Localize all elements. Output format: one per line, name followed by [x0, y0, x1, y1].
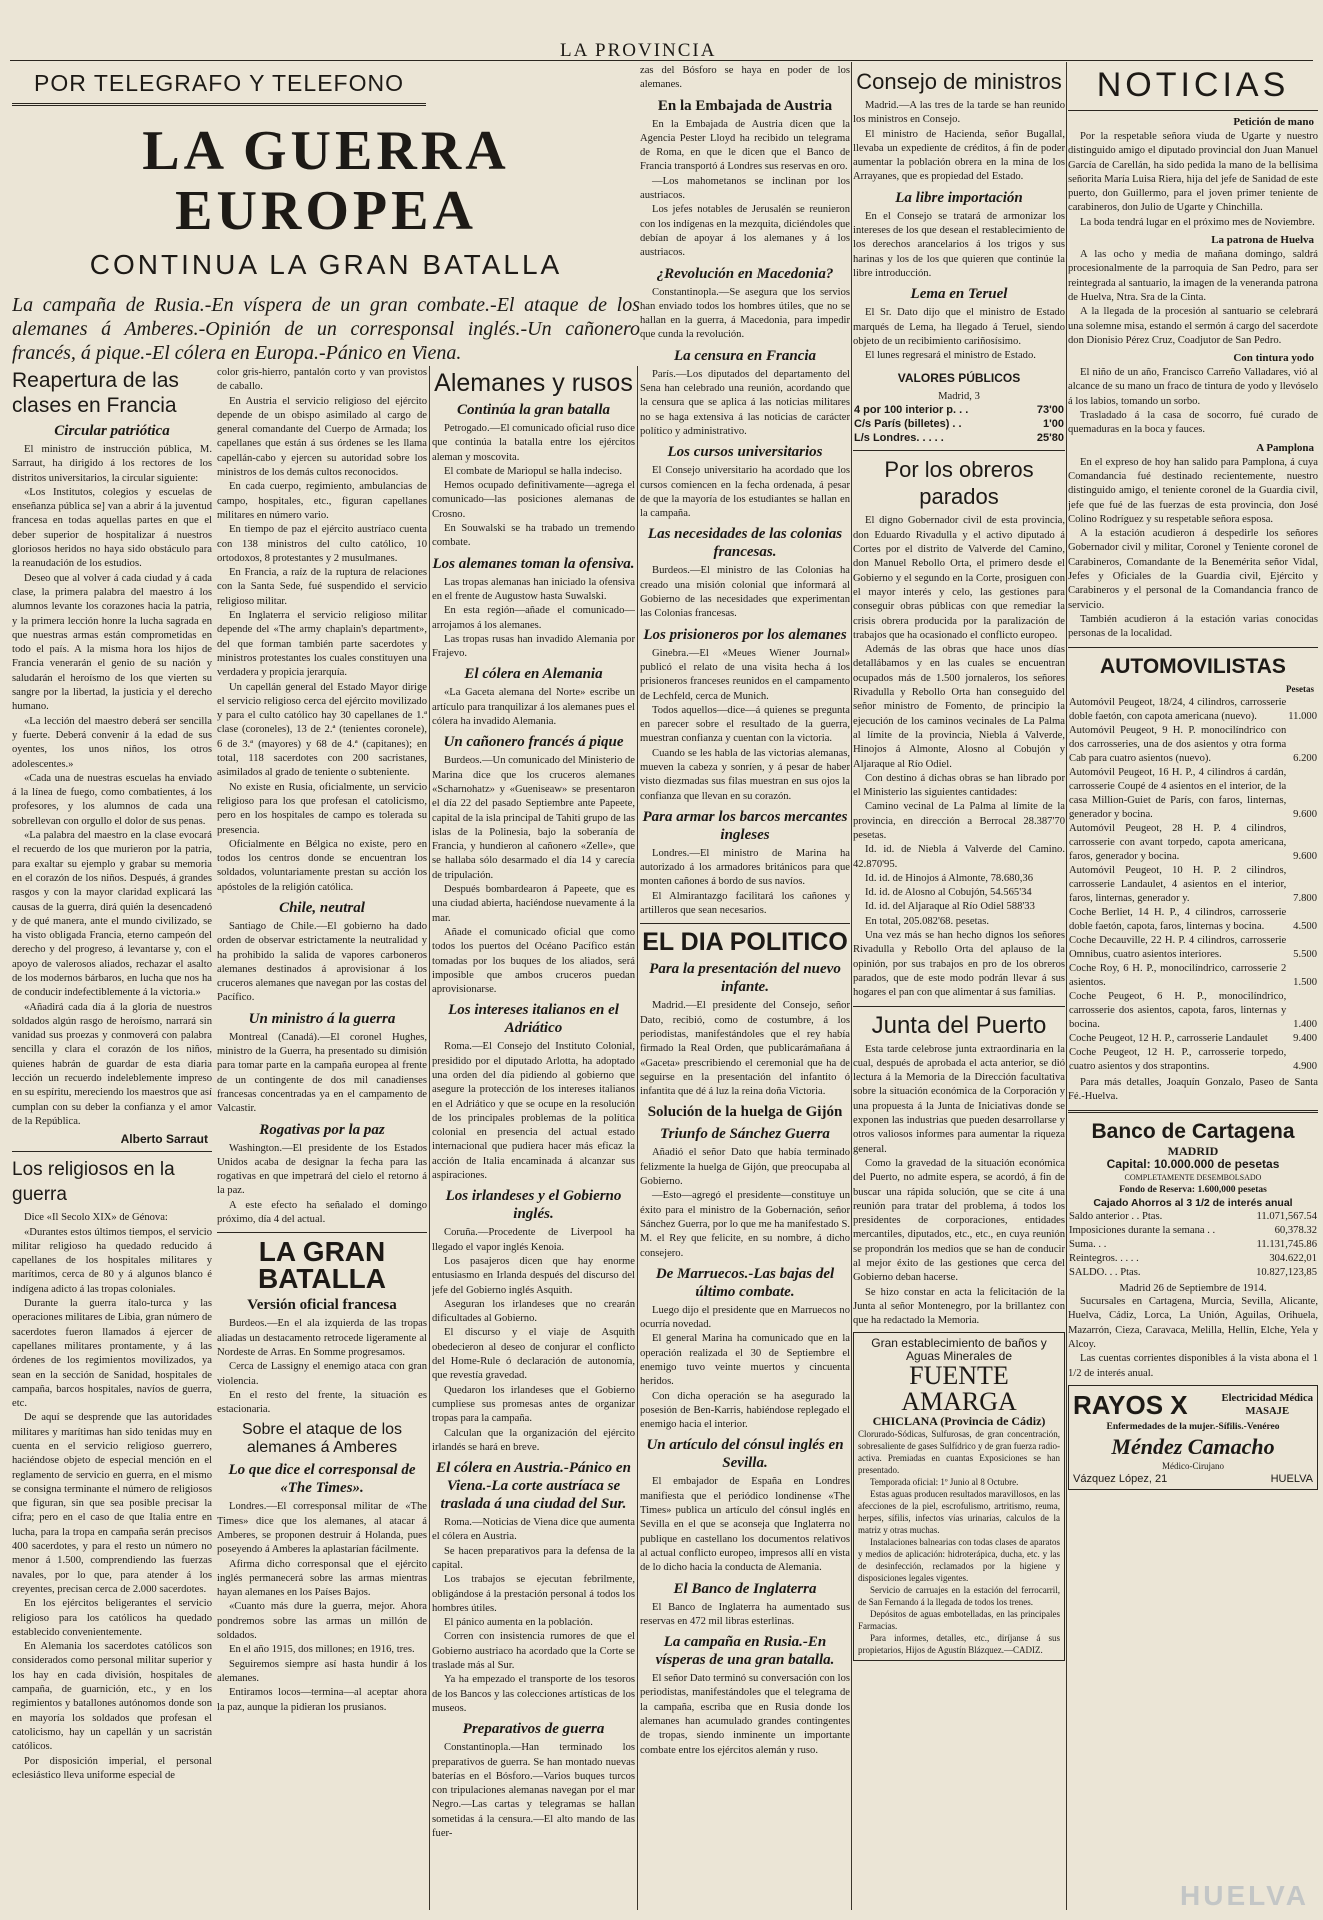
ad-rayos [1068, 1385, 1318, 1490]
subhead-times: Lo que dice el corresponsal de «The Times». [228, 1462, 416, 1497]
article-paragraph: Petrogado.—El comunicado oficial ruso dice que continúa la batalla entre los ejércitos aleman y moscovita. [432, 423, 635, 463]
article-paragraph: «La lección del maestro deberá ser sencilla y fuerte. Deberá convenir á la edad de sus oyentes, los unos niños, los otros adolescentes.» [12, 715, 212, 770]
article-paragraph: Un capellán general del Estado Mayor dirige el servicio religioso cerca del ejército movilizado y para el culto católico hay 30 capellanes de 1.ª clase (coroneles), 13 de 2.ª (tenientes coronele), 6 de 3.ª (mayores) y 68 de 4.ª (capitanes); en total, 118 sacerdotes con 200 sacristanes, asimilados al grado de teniente o subteniente. [217, 681, 427, 779]
running-head: LA PROVINCIA [560, 40, 717, 61]
table-cell: Reintegros. . . . . [1069, 1253, 1139, 1265]
table-cell: 11.000 [1288, 710, 1317, 722]
subhead: Las necesidades de las colonias francesas. [647, 526, 843, 561]
rayos-line: Electricidad Médica [1221, 1393, 1313, 1405]
article-paragraph: Aseguran los irlandeses que no crearán dificultades al Gobierno. [432, 1298, 635, 1325]
table-cell: 7.800 [1293, 892, 1317, 904]
bank-text: Las cuentas corrientes disponibles á la vista abona el 1 1/2 de interés anual. [1068, 1353, 1318, 1379]
rayos-address: Vázquez López, 21 [1073, 1472, 1168, 1485]
article-paragraph: El pánico aumenta en la población. [444, 1617, 593, 1629]
rayos-city: HUELVA [1270, 1472, 1313, 1485]
article-paragraph: color gris-hierro, pantalón corto y van provistos de caballo. [217, 367, 427, 393]
article-paragraph: En Francia, a raíz de la ruptura de relaciones con la Santa Sede, fué suspendido el servicio religioso militar. [217, 567, 427, 607]
article-paragraph: Esta tarde celebrose junta extraordinaria en la cual, después de aprobada el acta anterior, se dió lectura á la Memoria de la Dirección facultativa sobre la situación económica de la Corporación y una propuesta á la Junta de Iniciativas donde se exponen las industrias que pueden desarrollarse y otros valiosos informes para aumentar la riqueza general. [853, 1043, 1065, 1155]
article-paragraph: zas del Bósforo se haya en poder de los alemanes. [640, 65, 850, 91]
subhead-chile: Chile, neutral [279, 899, 365, 916]
article-paragraph: En Austria el servicio religioso del ejército depende de un obispo asimilado al cargo de general comandante del Cuerpo de Armada; los capellanes que están á sus órdenes se les llama capellán-cabo y ejercen su autoridad sobre los ministros de los demás cultos reconocidos. [217, 395, 427, 479]
valores-date: Madrid, 3 [938, 391, 980, 403]
subhead: En la Embajada de Austria [657, 97, 833, 114]
subhead: A Pamplona [1256, 441, 1314, 454]
auto-table [1068, 696, 1318, 1074]
table-cell: 6.200 [1293, 752, 1317, 764]
subhead: Los intereses italianos en el Adriático [448, 1002, 619, 1037]
rayos-sub: Médico-Cirujano [1162, 1460, 1224, 1471]
subhead: Un cañonero francés á pique [443, 734, 624, 751]
table-cell: Coche Decauville, 22 H. P. 4 cilindros, carrosserie Omnibus, cuatro asientos interiores. [1069, 934, 1287, 960]
subhead: Solución de la huelga de Gijón [647, 1104, 843, 1121]
ad-city: CHICLANA (Provincia de Cádiz) [872, 1414, 1046, 1429]
table-row [1068, 822, 1318, 864]
subhead: Los irlandeses y el Gobierno inglés. [445, 1188, 622, 1223]
table-cell: SALDO. . . Ptas. [1069, 1267, 1141, 1279]
article-paragraph: El Sr. Dato dijo que el ministro de Estado marqués de Lema, ha llegado á Teruel, siendo objeto de un recibimiento cariñosísimo. [853, 307, 1065, 347]
table-cell: Coche Peugeot, 6 H. P., monocilíndrico, carrosserie dos asientos, capota, faros, linternas y bocina. [1069, 990, 1287, 1030]
column-1b [217, 366, 427, 1916]
article-paragraph: El embajador de España en Londres manifiesta que el periódico londinense «The Times» publica un artículo del cónsul inglés en Sevilla en el que se aconseja que Inglaterra no publique en castellano los documentos relativos al actual conflicto europeo, impresos allí en vista de lo dicho hacia la conducta de Alemania. [640, 1476, 850, 1574]
table-row [1068, 962, 1318, 990]
divider [1068, 1110, 1318, 1113]
article-paragraph: Se hizo constar en acta la felicitación de la Junta al señor Montenegro, por la brillantez con que ha redactado la Memoria. [853, 1286, 1065, 1327]
subhead: La censura en Francia [673, 347, 817, 364]
subhead-amberes: Sobre el ataque de los alemanes á Amberes [241, 1421, 403, 1457]
article-paragraph: Trasladado á la casa de socorro, fué curado de quemaduras en la boca y fauces. [1068, 410, 1318, 436]
table-row [1068, 724, 1318, 766]
banner-subtitle: CONTINUA LA GRAN BATALLA [89, 249, 563, 280]
subhead: La patrona de Huelva [1211, 234, 1314, 247]
subhead: El Banco de Inglaterra [673, 1580, 817, 1597]
article-paragraph: El combate de Mariopul se halla indeciso. [444, 465, 622, 477]
article-paragraph: Los trabajos se ejecutan febrilmente, obligándose á la prestación personal á todos los hombres útiles. [432, 1574, 635, 1614]
subhead-rogativas: Rogativas por la paz [259, 1121, 385, 1138]
table-cell: Automóvil Peugeot, 16 H. P., 4 cilindros á cardán, carrosserie Coupé de 4 asientos en el interior, de la casa Million-Guiet de París, con faros, linternas, generador y bocina. [1069, 766, 1287, 820]
subhead: Petición de mano [1233, 116, 1314, 128]
article-paragraph: El Almirantazgo facilitará los cañones y artilleros que sean necesarios. [640, 890, 850, 917]
table-cell: 11.131,745.86 [1256, 1239, 1317, 1251]
bank-text: Sucursales en Cartagena, Murcia, Sevilla, Alicante, Huelva, Cádiz, Lorca, La Unión, Aguilas, Orihuela, Mazarrón, Cieza, Caravaca, Melilla, Hellín, Elche, Yela y Alcoy. [1068, 1296, 1318, 1350]
article-paragraph: «La Gaceta alemana del Norte» escribe un artículo para tranquilizar á los alemanes pues el cólera ha invadido Alemania. [432, 687, 635, 728]
article-paragraph: Seguiremos siempre así hasta hundir á los alemanes. [217, 1658, 427, 1684]
column-4 [853, 64, 1065, 1914]
article-paragraph: Afirma dicho corresponsal que el ejército inglés permanecerá sobre las armas mientras hayan alemanes en los Países Bajos. [217, 1558, 427, 1599]
column-rule [637, 366, 638, 1910]
article-paragraph: Añadió el señor Dato que había terminado felizmente la huelga de Gijón, que preocupaba al Gobierno. [640, 1147, 850, 1188]
ad-text: Temporada oficial: 1º Junio al 8 Octubre. [870, 1477, 1019, 1488]
subhead: Los alemanes toman la ofensiva. [432, 555, 635, 572]
table-cell: C/s París (billetes) . . [854, 418, 962, 431]
article-paragraph: A las ocho y media de mañana domingo, saldrá procesionalmente de la parroquia de San Pedro, para ser reintegrada al santuario, la imagen de la veneranda patrona de Huelva, Ntra. Sra de la Cinta. [1068, 249, 1318, 303]
article-paragraph: Roma.—Noticias de Viena dice que aumenta el cólera en Austria. [432, 1517, 635, 1543]
article-paragraph: El señor Dato terminó su conversación con los periodistas, manifestándoles que el telegrama de la campaña, escriba que en Rusia donde los alemanes han acumulado grandes contingentes de tropas, siendo inminente un importante combate entre los ejércitos alemán y ruso. [640, 1673, 850, 1756]
ad-title: FUENTE AMARGA [901, 1361, 1017, 1417]
divider [217, 1232, 427, 1233]
article-paragraph: Washington.—El presidente de los Estados Unidos acaba de designar la fecha para las rogativas en que impetrará del cielo el retorno á la paz. [217, 1142, 427, 1197]
banner-rule [12, 103, 426, 106]
ad-text: Depósitos de aguas embotelladas, en las principales Farmacias. [858, 1609, 1060, 1632]
article-paragraph: Coruña.—Procedente de Liverpool ha llegado el vapor inglés Kenoia. [432, 1227, 635, 1253]
headline-junta: Junta del Puerto [871, 1011, 1047, 1039]
article-paragraph: Calculan que la organización del ejército irlandés se hará en breve. [432, 1427, 635, 1453]
rayos-top [1073, 1390, 1313, 1421]
table-cell: 9.600 [1293, 850, 1317, 862]
article-paragraph: Los jefes notables de Jerusalén se reunieron con los indígenas en la mezquita, diciéndoles que debían de apoyar á los alemanes y á los austriacos. [640, 204, 850, 259]
article-paragraph: El discurso y el viaje de Asquith obedecieron al deseo de conjurar el conflicto del Home-Rule ó declaración de autonomía, que revestía gravedad. [432, 1327, 635, 1382]
article-paragraph: Cerca de Lassigny el enemigo ataca con gran violencia. [217, 1361, 427, 1387]
table-row [1068, 1224, 1318, 1238]
table-cell: 4 por 100 interior p. . . [854, 404, 969, 417]
headline-consejo: Consejo de ministros [856, 69, 1062, 94]
divider [1068, 110, 1318, 111]
headline-reapertura: Reapertura de las clases en Francia [12, 369, 179, 417]
article-paragraph: El ministro de Hacienda, señor Bugallal, llevaba un expediente de créditos, á fin de poder aumentar la población obrera en la mina de los Arrayanes, que es propiedad del Estado. [853, 128, 1065, 183]
table-cell: 304.622,01 [1269, 1253, 1317, 1265]
article-paragraph: Cuando se les habla de las victorias alemanas, mueven la cabeza y sonríen, y á pesar de haber visto diezmadas sus filas muestran en sus ojos la confianza que llevan en su corazón. [640, 747, 850, 802]
article-paragraph: En el Consejo se tratará de armonizar los intereses de los que desean el restablecimiento de los derechos arancelarios á los trigos y sus harinas y los de los que quieren que continúe la libre introducción. [853, 210, 1065, 279]
article-paragraph: Luego dijo el presidente que en Marruecos no ocurría novedad. [640, 1304, 850, 1331]
table-row [1068, 934, 1318, 962]
divider [853, 450, 1065, 451]
article-paragraph: A este efecto ha señalado el domingo próximo, día 4 del actual. [217, 1199, 427, 1226]
article-paragraph: En tiempo de paz el ejército austríaco cuenta con 138 ministros del culto católico, 10 ortodoxos, 8 protestantes y 2 musulmanes. [217, 524, 427, 564]
divider [12, 1151, 212, 1152]
article-paragraph: Las tropas alemanas han iniciado la ofensiva en el frente de Augustow hasta Suwalski. [432, 576, 635, 602]
column-1 [12, 366, 212, 1916]
article-paragraph: París.—Los diputados del departamento del Sena han celebrado una reunión, acordando que la censura que se aplica á las noticias militares no se haga extensiva á las noticias de carácter político y administrativo. [640, 368, 850, 437]
table-cell: Automóvil Peugeot, 10 H. P. 2 cilindros, carrosserie Landaulet, 4 asientos en el interior, faros, linternas, generador y. [1069, 864, 1287, 904]
article-paragraph: Roma.—El Consejo del Instituto Colonial, presidido por el diputado Arlotta, ha adoptado una orden del día pidiendo al gobierno que asegure la protección de los intereses italianos en el Adriático y que se ocupe en la resolución de los principales problemas de la política colonial en presencia del actual estado internacional que pudiera hacer más eficaz la acción de Italia encaminada á alcanzar sus aspiraciones. [432, 1041, 635, 1182]
article-paragraph: Además de las obras que hace unos días detallábamos y en las cuales se encuentran ocupados más de 1.500 jornaleros, los señores Rivadulla y Rebollo Orta han conseguido del señor ministro de Fomento, de principio la ejecución de los caminos vecinales de La Palma al límite de la provincia, Niebla á Valverde, Hinojos á Almonte, Alosno al Cobujón y Aljaraque al Río Odiel. [853, 644, 1065, 770]
table-cell: Automóvil Peugeot, 28 H. P. 4 cilindros, carrosserie con avant torpedo, capota americana, faros, generador y bocina. [1069, 822, 1287, 862]
article-paragraph: Montreal (Canadá).—El coronel Hughes, ministro de la Guerra, ha presentado su dimisión para tomar parte en la campaña europea al frente de un contingente de dos mil canadienses francesas concentradas ya en el campamento de Valcastir. [217, 1031, 427, 1115]
article-paragraph: Hemos ocupado definitivamente—agrega el comunicado—las posiciones alemanas de Crosno. [432, 480, 635, 520]
subhead: Los prisioneros por los alemanes [643, 626, 847, 643]
table-cell: Coche Peugeot, 12 H. P., carrosserie Landaulet [1069, 1032, 1268, 1044]
ad-text: Servicio de carruajes en la estación del ferrocarril, de San Fernando á la llegada de todos los trenes. [858, 1585, 1060, 1608]
headline-alemanes-rusos: Alemanes y rusos [434, 369, 633, 397]
article-paragraph: Quedaron los irlandeses que el Gobierno cumpliese sus promesas antes de organizar tropas para la campaña. [432, 1384, 635, 1425]
subhead: De Marruecos.-Las bajas del último combate. [655, 1265, 835, 1300]
article-paragraph: No existe en Rusia, oficialmente, un servicio religioso para los que profesan el catolicismo, pero en los hospitales de campo es tolerada su presencia. [217, 781, 427, 836]
table-cell: 1.400 [1293, 1018, 1317, 1030]
table-row [853, 403, 1065, 417]
ad-text: Clorurado-Sódicas, Sulfurosas, de gran concentración, sobresaliente de gases Sulfídrico y de gran fuerza radio-activa. Premiadas en cuantas Exposiciones se han presentado. [858, 1429, 1060, 1476]
column-rule [1066, 62, 1067, 1910]
table-cell: 60,378.32 [1274, 1225, 1317, 1237]
table-row [1068, 1266, 1318, 1280]
bank-city: MADRID [1167, 1144, 1219, 1159]
table-cell: 11.071,567.54 [1256, 1211, 1317, 1223]
headline-automovilistas: AUTOMOVILISTAS [1100, 654, 1286, 678]
table-cell: Suma. . . [1069, 1239, 1107, 1251]
table-cell: 4.500 [1293, 920, 1317, 932]
subhead: Con tintura yodo [1233, 352, 1314, 365]
headline-gran-batalla: LA GRAN BATALLA [257, 1236, 387, 1295]
article-paragraph: Con dicha operación se ha asegurado la posesión de Ben-Karris, habiéndose replegado el enemigo hacia el interior. [640, 1390, 850, 1431]
subhead: El cólera en Alemania [464, 666, 603, 683]
header-rule [10, 60, 1313, 61]
rayos-line: MASAJE [1245, 1406, 1290, 1418]
column-5 [1068, 64, 1318, 1914]
article-paragraph: En Souwalski se ha trabado un tremendo combate. [432, 523, 635, 549]
subhead: Lema en Teruel [910, 286, 1008, 303]
divider [853, 1006, 1065, 1007]
article-paragraph: Camino vecinal de La Palma al límite de la provincia, en dirección a Berrocal 28.387'70 pesetas. [853, 801, 1065, 841]
article-paragraph: A la estación acudieron á despedirle los señores Gobernador civil y militar, Coronel y Teniente coronel de Carabineros, Comandante de la Benemérita señor Vidal, Jefes y Oficiales de la Guardia civil, Ejército y Carabineros y el personal de la Comandancia franco de servicio. [1068, 528, 1318, 611]
article-paragraph: En el año 1915, dos millones; en 1916, tres. [229, 1644, 415, 1656]
article-paragraph: Por disposición imperial, el personal eclesiástico lleva uniforme especial de [12, 1755, 212, 1781]
article-paragraph: Santiago de Chile.—El gobierno ha dado orden de observar estrictamente la neutralidad y ha prohibido la salida de vapores carboneros alemanes destinados á aprovisionar á los cruceros alemanes que navegan por las costas del Pacífico. [217, 920, 427, 1004]
subhead: Continúa la gran batalla [457, 402, 610, 418]
bank-title: Banco de Cartagena [1091, 1120, 1295, 1144]
article-paragraph: Londres.—El ministro de Marina ha autorizado á los armadores británicos para que monten cañones á bordo de sus navíos. [640, 847, 850, 888]
auto-foot: Para más detalles, Joaquín Gonzalo, Paseo de Santa Fé.-Huelva. [1068, 1076, 1318, 1102]
noticias-title: NOTICIAS [1096, 66, 1290, 104]
subhead: Los cursos universitarios [667, 444, 823, 461]
article-paragraph: El niño de un año, Francisco Carreño Valladares, vió al alcance de su mano un fraco de tintura de yodo y llevóselo á los labios, tomando un sorbo. [1068, 367, 1318, 407]
article-paragraph: Como la gravedad de la situación económica del Puerto, no admite espera, se acordó, á fin de buscar una rápida solución, que se cite á una reunión para tratar del problema, á todos los presidentes de corporaciones, entidades mercantiles, diputados, etc., etc., en cuya reunión se propondrán los medios que se han de conducir al mejor éxito de las gestiones que cerca del Gobierno deban hacerse. [853, 1157, 1065, 1284]
bank-caja: Cajado Ahorros al 3 1/2 de interés anual [1093, 1197, 1293, 1210]
rayos-bottom [1073, 1473, 1313, 1485]
column-rule [429, 366, 430, 1910]
article-paragraph: «Cuanto más dure la guerra, mejor. Ahora pondremos sobre las armas un millón de soldados. [217, 1601, 427, 1642]
table-cell: 25'80 [1036, 432, 1064, 445]
article-paragraph: El Consejo universitario ha acordado que los cursos comiencen en la fecha ordenada, á pesar de que la mayoría de los estudiantes se hallan en la campaña. [640, 465, 850, 520]
table-row [1068, 1046, 1318, 1074]
article-paragraph: En la Embajada de Austria dicen que la Agencia Pester Lloyd ha recibido un telegrama de Roma, en que le dicen que el Banco de Francia transportó á Londres sus reservas en oro. [640, 118, 850, 173]
subhead-version: Versión oficial francesa [247, 1297, 397, 1314]
article-paragraph: Añade el comunicado oficial que como todos los puertos del Océano Pacífico están tomadas por los buques de los aliados, será imposible que ambos cruceros puedan aprovisionarse. [432, 926, 635, 996]
table-cell: Coche Berliet, 14 H. P., 4 cilindros, carrosserie doble faetón, capota, faros, linternas y bocina. [1069, 906, 1287, 932]
subhead: Para la presentación del nuevo infante. [649, 961, 841, 996]
rayos-line: Enfermedades de la mujer.-Sífilis.-Venéreo [1106, 1421, 1280, 1432]
column-3 [640, 64, 850, 1914]
table-cell: L/s Londres. . . . . [854, 432, 944, 445]
article-paragraph: El lunes regresará el ministro de Estado. [865, 350, 1036, 362]
ad-text: Instalaciones balnearias con todas clases de aparatos y medios de aplicación: hidroterápica, ducha, etc. y las de desinfección, reclamados por la higiene y disposiciones legales vigentes. [858, 1537, 1060, 1584]
article-paragraph: «Durantes estos últimos tiempos, el servicio militar religioso ha quedado reducido á capellanes de los hospitales militares y marítimos, cerca de 80 y á algunos blanco é indígena adicto á las tropas coloniales. [12, 1226, 212, 1295]
bank-capital: Capital: 10.000.000 de pesetas [1106, 1157, 1280, 1172]
article-paragraph: Después bombardearon á Papeete, que es una ciudad abierta, haciéndose nuevamente á la mar. [432, 884, 635, 924]
table-cell: 5.500 [1293, 948, 1317, 960]
divider [640, 923, 850, 924]
article-paragraph: En total, 205.082'68. pesetas. [865, 915, 990, 927]
table-row [853, 417, 1065, 431]
article-paragraph: El general Marina ha comunicado que en la operación realizada el 30 de Septiembre el enemigo tuvo veinte muertos y cincuenta heridos. [640, 1333, 850, 1388]
article-paragraph: Id. id. de Hinojos á Almonte, 78.680,36 [865, 872, 1034, 884]
table-row [1068, 1032, 1318, 1046]
table-row [1068, 864, 1318, 906]
article-paragraph: De aquí se desprende que las autoridades militares y marítimas han sido tenidas muy en cuenta en el servicio religioso guerrero, haciéndose objeto de especial mención en el reglamento de servicio en guerra, en el mismo se consigna terminante el número de religiosos que figuran, sin que sea posible precisar la cifra; pero en el caso de que Italia entre en lucha, para la tropa en campaña serán precisos 400 sacerdotes, y para el resto un número no menor á 1.500, comprendiendo las fuerzas navales, por lo que, para atender á los creyentes, precisan cerca de 2.000 sacerdotes. [12, 1412, 212, 1595]
table-cell: Coche Roy, 6 H. P., monocilíndrico, carrosserie 2 asientos. [1069, 962, 1287, 988]
valores-title: VALORES PÚBLICOS [897, 371, 1021, 386]
table-row [1068, 766, 1318, 822]
subhead-ministro: Un ministro á la guerra [248, 1010, 396, 1027]
subhead: Un artículo del cónsul inglés en Sevilla. [646, 1437, 844, 1472]
headline-religiosos: Los religiosos en la guerra [12, 1159, 175, 1206]
article-paragraph: También acudieron á la estación varias conocidas personas de la localidad. [1068, 613, 1318, 640]
banner-title: LA GUERRA EUROPEA [142, 120, 510, 242]
table-cell: 1'00 [1043, 418, 1064, 431]
valores-table [853, 403, 1065, 445]
column-rule [851, 62, 852, 1910]
table-row [1068, 1252, 1318, 1266]
subhead: ¿Revolución en Macedonia? [656, 265, 834, 282]
rayos-side [1222, 1392, 1314, 1418]
bank-reserva: Fondo de Reserva: 1.600,000 pesetas [1119, 1185, 1267, 1196]
article-paragraph: Id. id. de Alosno al Cobujón, 54.565'34 [865, 887, 1032, 899]
table-cell: Coche Peugeot, 12 H. P., carrosserie torpedo, cuatro asientos y dos strapontins. [1069, 1046, 1287, 1072]
article-paragraph: En los ejércitos beligerantes el servicio religioso para los católicos ha quedado establecido convenientemente. [12, 1598, 212, 1638]
article-paragraph: Durante la guerra ítalo-turca y las operaciones militares de Libia, gran número de sacerdotes fueron llamados á ejercer de capellanes militares prontamente, y á las órdenes de los regimientos movilizados, ya sean en la sección de Sanidad, hospitales de campaña, barcos hospitales, navíos de guerra, etc. [12, 1298, 212, 1410]
signature: Alberto Sarraut [120, 1132, 208, 1147]
subhead: La libre importación [895, 189, 1023, 206]
article-paragraph: En Inglaterra el servicio religioso militar depende del «The army chaplain's department», del que forman también parte sacerdotes y ministros protestantes los cuales constituyen una verdadera y propicia jerarquía. [217, 610, 427, 679]
article-paragraph: En Alemania los sacerdotes católicos son considerados como personal militar superior y los hay en cada división, hospitales de campaña, de guarnición, etc., y en los regimientos y batallones autónomos donde son en mayoría los soldados que profesan el catolicismo, hay un capellán y un sacristán católicos. [12, 1641, 212, 1753]
banner-main [12, 115, 640, 365]
article-paragraph: Madrid.—A las tres de la tarde se han reunido los ministros en Consejo. [853, 100, 1065, 126]
divider [1068, 647, 1318, 648]
article-paragraph: El digno Gobernador civil de esta provincia, don Eduardo Rivadulla y el activo diputado á Cortes por el distrito de Valverde del Camino, don Manuel Rebollo Orta, el primero desde el Gobierno y el segundo en la Corte, prosiguen con el mayor interés y celo, las gestiones para conseguir obras públicas con que remediar la crisis obrera producida por la paralización de trabajos que ha ocasionado el conflicto europeo. [853, 515, 1065, 641]
table-cell: Automóvil Peugeot, 9 H. P. monocilíndrico con dos carrosseries, una de dos asientos y otra forma Cab para cuatro asientos (nuevo). [1069, 724, 1287, 764]
ad-fuente-amarga [853, 1332, 1065, 1661]
table-cell: Automóvil Peugeot, 18/24, 4 cilindros, carrosserie doble faetón, con capota americana (nuevo). [1069, 696, 1287, 722]
table-row [1068, 1210, 1318, 1224]
table-row [1068, 906, 1318, 934]
article-paragraph: —Esto—agregó el presidente—constituye un éxito para el ministro de la Gobernación, señor Sánchez Guerra, por lo que me ha manifestado S. M. el Rey que felicite, en su nombre, á dicho consejero. [640, 1190, 850, 1259]
article-paragraph: En el resto del frente, la situación es estacionaria. [217, 1389, 427, 1416]
article-paragraph: «Los Institutos, colegios y escuelas de enseñanza pública se] van a abrir á la juventud francesa en todas aquellas partes en que el deber superior de hospitalizar á nuestros gloriosos heridos no haya sido obstáculo para la reanudación de los estudios. [12, 486, 212, 570]
subhead-circular: Circular patriótica [54, 423, 170, 439]
article-paragraph: En cada cuerpo, regimiento, ambulancias de campo, hospitales, etc., figuran capellanes militares en número vario. [217, 481, 427, 521]
subhead: Para armar los barcos mercantes ingleses [642, 808, 848, 843]
bank-table [1068, 1210, 1318, 1280]
table-cell: 1.500 [1293, 976, 1317, 988]
article-paragraph: Corren con insistencia rumores de que el Gobierno austriaco ha acordado que la Corte se traslade más al Sur. [432, 1631, 635, 1672]
subhead: Preparativos de guerra [462, 1721, 605, 1738]
subhead: El cólera en Austria.-Pánico en Viena.-La corte austríaca se traslada á una ciudad del Sur. [436, 1460, 631, 1513]
column-2 [432, 366, 635, 1916]
article-paragraph: Id. id. del Aljaraque al Río Odiel 588'33 [865, 901, 1035, 913]
article-paragraph: Londres.—El corresponsal militar de «The Times» dice que los alemanes, al atacar á Amberes, se proponen destruir á Holanda, pues poseyendo á Amberes la aplastarían fácilmente. [217, 1501, 427, 1556]
article-paragraph: «Cada una de nuestras escuelas ha enviado á la línea de fuego, como combatientes, á los profesores, y los alumnos de cada una sobrellevan con orgullo el dolor de sus penas. [12, 772, 212, 827]
rayos-title: RAYOS X [1073, 1389, 1188, 1420]
article-paragraph: Ya ha empezado el transporte de los tesoros de los Bancos y las colecciones artísticas de los museos. [432, 1674, 635, 1714]
watermark: HUELVA [1180, 1880, 1309, 1911]
article-paragraph: Por la respetable señora viuda de Ugarte y nuestro distinguido amigo el diputado provincial don Juan Manuel García de Carellán, ha sido pedida la mano de la bellísima señorita María Luisa Riera, hija del jefe de Sanidad de este puerto, don Guillermo, para el joven primer teniente de carabineros, don Julio de Ugarte y Chinchilla. [1068, 131, 1318, 214]
article-paragraph: El ministro de instrucción pública, M. Sarraut, ha dirigido á los rectores de los distritos universitarios, la circular siguiente: [12, 444, 212, 484]
article-paragraph: Entiramos locos—termina—al aceptar ahora la paz, aunque la pidieran los prusianos. [217, 1687, 427, 1713]
ad-text: Estas aguas producen resultados maravillosos, en las afecciones de la piel, escrofulismo, artritismo, reuma, herpes, sífilis, infectos vías urinarias, calculos de la matriz y otras muchas. [858, 1489, 1060, 1536]
article-paragraph: Se hacen preparativos para la defensa de la capital. [432, 1545, 635, 1571]
banner-top: POR TELEGRAFO Y TELEFONO [34, 70, 404, 96]
rayos-name: Méndez Camacho [1111, 1433, 1275, 1459]
article-paragraph: Burdeos.—En el ala izquierda de las tropas aliadas un destacamento retrocede ligeramente al Nordeste de Arras. En Somme progresamos. [217, 1318, 427, 1358]
article-paragraph: Constantinopla.—Se asegura que los servios han enviado todos los hombres útiles, que no se hallan en la guerra, á Macedonia, para impedir que cunda la revolución. [640, 286, 850, 341]
table-cell: 73'00 [1036, 404, 1064, 417]
article-paragraph: Madrid.—El presidente del Consejo, señor Dato, recibió, como de costumbre, á los periodistas, manifestándoles que el rey había firmado la Real Orden, que publicarámañana á «Gaceta» prescribiendo el ceremonial que ha de seguirse en la presentación del infantito ó infantita que dé á luz la reina doña Victoria. [640, 1000, 850, 1098]
article-paragraph: «Añadirá cada día á la gloria de nuestros soldados algún rasgo de heroísmo, narrará sin vanidad sus proezas y conmoverá con palabra sencilla y clara el corazón de los niños, quienes habrán de guardar de esta diaria lección un recuerdo indeleblemente impreso en su espíritu, mereciendo los maestros que así cumplan con su deber la confianza y el amor de la República. [12, 1001, 212, 1127]
headline-obreros: Por los obreros parados [884, 457, 1034, 510]
auto-head: Pesetas [1286, 683, 1314, 694]
table-cell: 4.900 [1293, 1060, 1317, 1072]
article-paragraph: En el expreso de hoy han salido para Pamplona, á cuya Comandancia fué destinado recientemente, nuestro distinguido amigo, el teniente coronel de la Guardia civil, jefe que fué de las fuerzas de esta provincia, don José Colino Rodríguez y su respetable señora esposa. [1068, 456, 1318, 525]
article-paragraph: Los pasajeros dicen que hay enorme entusiasmo en Irlanda después del discurso del jefe del Gobierno inglés Asquith. [432, 1255, 635, 1296]
article-paragraph: La boda tendrá lugar en el próximo mes de Noviembre. [1080, 216, 1315, 228]
bank-date: Madrid 26 de Septiembre de 1914. [1119, 1283, 1267, 1295]
bank-desembolsado: COMPLETAMENTE DESEMBOLSADO [1124, 1173, 1262, 1183]
ad-text: Para informes, detalles, etc., diríjanse á sus propietarios, Hijos de Agustín Blázquez.—CADIZ. [858, 1633, 1060, 1656]
article-paragraph: «La palabra del maestro en la clase evocará el recuerdo de los que murieron por la patria, para exaltar su ejemplo y grabar su memoria en el corazón de los niños. Después, á grandes rasgos y con la mayor claridad explicará las causas de la guerra, dirá quién la desencadenó y de qué manera, ante el mundo civilizado, se ha visto obligada Francia, eterno campeón del derecho y del progreso, á levantarse y, con el apoyo de valerosos aliados, rechazar el asalto de los modernos bárbaros, en lucha que nos ha de conducir indefectiblemente á la victoria.» [12, 830, 212, 999]
article-paragraph: Deseo que al volver á cada ciudad y á cada clase, la primera palabra del maestro á los alumnos levante los corazones hacia la patria, y la primera lección honre la lucha sagrada en que nuestras armas están comprometidas en todo el país. A la misma hora los hijos de Francia venerarán el genio de su nación y saludarán el heroísmo de los que vierten su sangre por la libertad, la justicia y el derecho humano. [12, 572, 212, 713]
article-paragraph: Una vez más se han hecho dignos los señores Rivadulla y Rebollo Orta del aplauso de la opinión, por sus trabajos en pro de los obreros parados, que de este modo podrán llevar á sus hogares el pan con que alimentar á sus familias. [853, 930, 1065, 999]
article-paragraph: Burdeos.—El ministro de las Colonias ha creado una misión colonial que informará al Gobierno de las necesidades que experimentan las Colonias francesas. [640, 565, 850, 620]
table-row [1068, 1238, 1318, 1252]
article-paragraph: Todos aquellos—dice—á quienes se pregunta en parecer sobre el resultado de la guerra, muestran confianza y cuentan con la victoria. [640, 704, 850, 745]
article-paragraph: En esta región—añade el comunicado—arrojamos á los alemanes. [432, 605, 635, 631]
article-paragraph: Dice «Il Secolo XIX» de Génova: [24, 1212, 168, 1224]
subhead: La campaña en Rusia.-En vísperas de una gran batalla. [655, 1634, 835, 1669]
headline-dia-politico: EL DIA POLITICO [642, 928, 848, 957]
article-paragraph: El Banco de Inglaterra ha aumentado sus reservas en 472 mil libras esterlinas. [640, 1601, 850, 1627]
article-paragraph: Constantinopla.—Han terminado los preparativos de guerra. Se han montado nuevas baterías en el Bósforo.—Varios buques turcos con tripulaciones alemanas navegan por el mar Negro.—Las cartas y telegramas se hallan sometidas á la censura.—El alto mando de las fuer- [432, 1742, 635, 1840]
subhead: Triunfo de Sánchez Guerra [660, 1126, 830, 1143]
banner-summary: La campaña de Rusia.-En víspera de un gran combate.-El ataque de los alemanes á Amberes.-Opinión de un corresponsal inglés.-Un cañonero francés, á pique.-El cólera en Europa.-Pánico en Viena. [12, 294, 640, 364]
table-row [1068, 990, 1318, 1032]
article-paragraph: A la llegada de la procesión al santuario se celebrará una solemne misa, estando el sermón á cargo del sacerdote don Dionisio Pérez Cruz, Coadjutor de San Pedro. [1068, 306, 1318, 346]
article-paragraph: Las tropas rusas han invadido Alemania por Frajevo. [432, 633, 635, 660]
table-cell: Saldo anterior . . Ptas. [1069, 1211, 1163, 1223]
table-row [853, 431, 1065, 445]
table-cell: 9.600 [1293, 808, 1317, 820]
ad-intro: Gran establecimiento de baños y Aguas Minerales de [871, 1336, 1047, 1364]
article-paragraph: Ginebra.—El «Meues Wiener Journal» publicó el relato de una visita hecha á los prisioneros franceses reunidos en el campamento de Lechfeld, cerca de Munich. [640, 647, 850, 702]
table-cell: 9.400 [1293, 1032, 1317, 1044]
article-paragraph: Id. id. de Niebla á Valverde del Camino. 42.870'95. [853, 844, 1065, 870]
article-paragraph: Burdeos.—Un comunicado del Ministerio de Marina dice que los cruceros alemanes «Scharnohatz» y «Gueniseaw» se presentaron el día 22 del pasado Septiembre ante Papeete, capital de la isla principal de Tahiti grupo de las islas de la Polinesia, bajo la soberanía de Francia, y hundieron al cañonero «Zelle», que se hallaba sólo desarmado el día 14 y carecía de tripulación. [432, 755, 635, 881]
table-cell: Imposiciones durante la semana . . [1069, 1225, 1216, 1237]
article-paragraph: —Los mahometanos se inclinan por los austriacos. [640, 175, 850, 202]
article-paragraph: Con destino á dichas obras se han librado por el Ministerio las siguientes cantidades: [853, 772, 1065, 799]
table-row [1068, 696, 1318, 724]
table-cell: 10.827,123,85 [1256, 1267, 1317, 1279]
article-paragraph: Oficialmente en Bélgica no existe, pero en todos los centros donde se encuentran los soldados, voluntariamente prestan su acción los apóstoles de la religión católica. [217, 838, 427, 893]
